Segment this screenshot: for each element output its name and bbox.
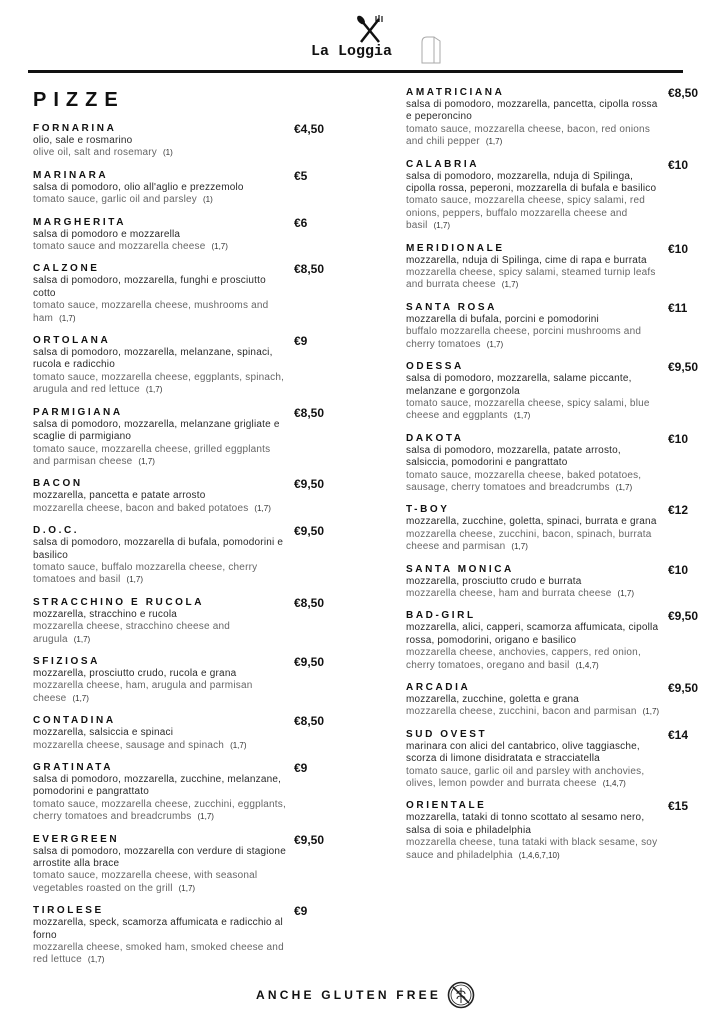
item-description-en: [406, 124, 660, 149]
menu-item: [33, 904, 338, 967]
item-description-en: [33, 372, 286, 397]
header: [0, 0, 724, 80]
item-description-en-text: tomato sauce, garlic oil and parsley: [33, 194, 197, 206]
item-name: ODESSA: [406, 361, 464, 373]
item-description-en: [406, 647, 660, 672]
item-text: [406, 432, 660, 495]
menu-column-left: [33, 86, 338, 976]
allergens: (1,7): [72, 693, 89, 703]
item-name: ORIENTALE: [406, 800, 487, 812]
item-name: CALZONE: [33, 263, 100, 275]
item-description-it: salsa di pomodoro, mozzarella, melanzane grigliate e scaglie di parmigiano: [33, 418, 280, 443]
item-price: €8,50: [294, 595, 325, 610]
menu-item: [33, 655, 338, 705]
item-name: CONTADINA: [33, 715, 116, 727]
item-description-en-text: mozzarella cheese, stracchino cheese and arugula: [33, 621, 230, 645]
allergens: (1,7): [513, 411, 531, 421]
item-name: FORNARINA: [33, 123, 117, 134]
menu-item: [406, 681, 712, 719]
item-description-en-text: tomato sauce, mozzarella cheese, grilled eggplants and parmisan cheese: [33, 443, 271, 467]
item-text: [33, 169, 286, 207]
item-price: €8,50: [294, 714, 325, 729]
item-description-en-text: tomato sauce and mozzarella cheese: [33, 241, 206, 253]
item-name: SANTA ROSA: [406, 301, 497, 313]
item-description-en: [406, 706, 660, 718]
item-text: [406, 503, 660, 553]
item-description-en-text: tomato sauce, mozzarella cheese, mushrooms and ham: [33, 300, 269, 324]
menu-item: [33, 524, 338, 587]
item-description-it: mozzarella, prosciutto crudo e burrata: [406, 575, 582, 587]
item-name: GRATINATA: [33, 762, 114, 773]
item-description-en: [406, 588, 660, 600]
item-price: €9,50: [668, 681, 699, 695]
item-text: [33, 761, 286, 824]
item-description-it: salsa di pomodoro, mozzarella, pancetta, cipolla rossa e peperoncino: [406, 99, 658, 123]
item-price: €6: [294, 215, 308, 230]
item-name: DAKOTA: [406, 432, 464, 444]
item-price: €11: [668, 300, 688, 315]
allergens: (1): [162, 148, 173, 158]
item-text: [406, 563, 660, 601]
item-name: AMATRICIANA: [406, 87, 505, 98]
item-name: EVERGREEN: [33, 833, 120, 845]
gluten-free-icon: [447, 981, 475, 1009]
item-description-it: salsa di pomodoro, mozzarella, melanzane, spinaci, rucola e radicchio: [33, 347, 273, 371]
item-price: €9,50: [294, 477, 325, 492]
item-name: D.O.C.: [33, 525, 80, 537]
item-description-en: [33, 194, 286, 206]
item-description-en-text: tomato sauce, mozzarella cheese, eggplants, spinach, arugula and red lettuce: [33, 371, 285, 396]
item-text: [406, 158, 660, 233]
item-price: €12: [668, 503, 689, 518]
item-description-en-text: mozzarella cheese, sausage and spinach: [33, 739, 225, 751]
allergens: (1,7): [230, 740, 247, 750]
item-price: €10: [668, 157, 689, 172]
item-price: €5: [294, 168, 308, 183]
item-description-en: [33, 870, 286, 895]
item-description-en: [406, 529, 660, 554]
item-description-en: [33, 147, 286, 159]
allergens: (1,7): [138, 456, 155, 466]
item-name: BAD-GIRL: [406, 610, 476, 622]
item-description-it: salsa di pomodoro, mozzarella, funghi e prosciutto cotto: [33, 275, 266, 299]
allergens: (1,7): [433, 221, 451, 231]
item-description-it: salsa di pomodoro, mozzarella con verdure di stagione arrostite alla brace: [33, 845, 286, 870]
item-text: [33, 334, 286, 397]
item-text: [406, 728, 660, 791]
footer: [256, 980, 724, 1010]
item-description-en: [33, 562, 286, 587]
menu-item: [406, 158, 712, 233]
item-description-it: mozzarella, salsiccia e spinaci: [33, 727, 174, 739]
item-text: [406, 86, 660, 149]
allergens: (1): [202, 195, 213, 205]
item-description-en: [33, 444, 286, 469]
menu-item: [406, 799, 712, 862]
item-description-it: mozzarella, pancetta e patate arrosto: [33, 490, 206, 502]
cutlery-logo-icon: [355, 14, 385, 44]
item-price: €9: [294, 904, 308, 919]
item-description-en-text: mozzarella cheese, bacon and baked potatoes: [33, 502, 249, 514]
item-text: [33, 524, 286, 587]
menu-item: [33, 596, 338, 646]
item-price: €10: [668, 431, 689, 446]
allergens: (1,7): [511, 542, 528, 552]
allergens: (1,7): [617, 588, 634, 598]
menu-item: [406, 242, 712, 292]
item-description-en-text: tomato sauce, mozzarella cheese, baked potatoes, sausage, cherry tomatoes and breadcrumbs: [406, 469, 642, 493]
item-description-en-text: mozzarella cheese, spicy salami, steamed turnip leafs and burrata cheese: [406, 267, 656, 291]
item-name: MARGHERITA: [33, 216, 127, 228]
item-description-en: [33, 300, 286, 325]
menu-item: [33, 833, 338, 896]
item-text: [406, 609, 660, 672]
item-text: [33, 655, 286, 705]
item-description-en-text: mozzarella cheese, zucchini, bacon and parmisan: [406, 706, 637, 718]
brand-name: La Loggia: [311, 43, 393, 60]
header-divider: [28, 70, 683, 73]
menu-item: [406, 432, 712, 495]
item-description-en: [33, 740, 286, 752]
allergens: (1,7): [486, 339, 504, 349]
item-description-en: [406, 766, 660, 791]
item-text: [33, 122, 286, 160]
item-price: €15: [668, 799, 689, 814]
item-description-en-text: mozzarella cheese, ham, arugula and parmisan cheese: [33, 680, 253, 704]
item-name: MARINARA: [33, 169, 109, 181]
item-name: T-BOY: [406, 504, 450, 516]
item-text: [33, 596, 286, 646]
item-description-en-text: olive oil, salt and rosemary: [33, 147, 157, 159]
item-text: [406, 799, 660, 862]
item-description-en: [406, 267, 660, 292]
item-description-en-text: tomato sauce, garlic oil and parsley with anchovies, olives, lemon powder and burrata cheese: [406, 765, 645, 790]
allergens: (1,7): [211, 242, 228, 252]
item-name: STRACCHINO E RUCOLA: [33, 596, 205, 608]
item-text: [406, 681, 660, 719]
item-name: ARCADIA: [406, 682, 471, 693]
item-description-it: mozzarella, speck, scamorza affumicata e radicchio al forno: [33, 917, 283, 941]
item-description-en: [33, 241, 286, 253]
item-description-it: salsa di pomodoro, olio all'aglio e prezzemolo: [33, 181, 244, 193]
allergens: (1,4,7): [575, 660, 599, 670]
item-description-it: salsa di pomodoro, mozzarella, zucchine, melanzane, pomodorini e pangrattato: [33, 774, 282, 798]
item-price: €9,50: [294, 832, 325, 847]
item-description-it: salsa di pomodoro, mozzarella, patate arrosto, salsiccia, pomodorini e pangrattato: [406, 444, 621, 469]
item-name: BACON: [33, 478, 83, 490]
item-price: €9,50: [668, 609, 699, 624]
item-name: CALABRIA: [406, 158, 480, 170]
item-description-it: salsa di pomodoro, mozzarella, salame piccante, melanzane e gorgonzola: [406, 373, 632, 397]
item-text: [33, 833, 286, 896]
menu-item: [33, 477, 338, 515]
menu-item: [406, 301, 712, 351]
allergens: (1,7): [126, 575, 143, 585]
item-price: €4,50: [294, 122, 325, 136]
allergens: (1,7): [197, 812, 214, 822]
item-description-it: mozzarella, prosciutto crudo, rucola e grana: [33, 667, 237, 679]
item-text: [33, 477, 286, 515]
item-description-it: mozzarella, tataki di tonno scottato al sesamo nero, salsa di soia e philadelphia: [406, 812, 645, 836]
item-name: ORTOLANA: [33, 335, 111, 347]
item-description-it: mozzarella, zucchine, goletta, spinaci, burrata e grana: [406, 516, 657, 528]
item-text: [406, 301, 660, 351]
item-price: €9: [294, 761, 308, 775]
door-logo-icon: [420, 36, 442, 64]
item-description-it: mozzarella, alici, capperi, scamorza affumicata, cipolla rossa, pomodorini, origano e basilico: [406, 622, 659, 646]
item-description-en-text: tomato sauce, mozzarella cheese, spicy salami, red onions, peppers, buffalo mozzarella cheese and basil: [406, 195, 645, 232]
item-description-en: [33, 680, 286, 705]
item-description-en-text: tomato sauce, mozzarella cheese, bacon, red onions and chili pepper: [406, 123, 651, 148]
item-description-en-text: mozzarella cheese, anchovies, cappers, red onion, cherry tomatoes, oregano and basil: [406, 647, 641, 671]
allergens: (1,7): [145, 385, 163, 395]
allergens: (1,7): [254, 503, 271, 513]
allergens: (1,7): [59, 313, 76, 323]
menu-item: [406, 86, 712, 149]
allergens: (1,7): [87, 955, 105, 965]
item-description-en-text: mozzarella cheese, tuna tataki with black sesame, soy sauce and philadelphia: [406, 837, 658, 861]
item-description-en: [33, 942, 286, 967]
item-description-it: olio, sale e rosmarino: [33, 135, 133, 146]
item-text: [33, 406, 286, 469]
allergens: (1,4,7): [602, 779, 626, 789]
allergens: (1,7): [642, 707, 660, 717]
item-name: SANTA MONICA: [406, 563, 514, 575]
item-text: [406, 242, 660, 292]
item-description-en: [406, 470, 660, 495]
item-description-en: [33, 799, 286, 824]
item-text: [33, 262, 286, 325]
item-description-en-text: mozzarella cheese, zucchini, bacon, spinach, burrata cheese and parmisan: [406, 528, 652, 553]
item-price: €8,50: [294, 405, 325, 420]
menu-item: [33, 262, 338, 325]
item-description-en: [406, 837, 660, 862]
allergens: (1,7): [501, 280, 519, 290]
item-text: [33, 714, 286, 752]
item-price: €14: [668, 727, 689, 742]
item-price: €9,50: [294, 524, 325, 539]
item-description-it: mozzarella, nduja di Spilinga, cime di rapa e burrata: [406, 254, 647, 266]
item-description-it: marinara con alici del cantabrico, olive taggiasche, scorza di limone disidratata e stracciatella: [406, 740, 640, 765]
menu-item: [406, 360, 712, 423]
item-price: €8,50: [668, 86, 699, 100]
item-text: [406, 360, 660, 423]
menu-item: [33, 334, 338, 397]
menu-item: [33, 122, 338, 160]
item-description-en-text: buffalo mozzarella cheese, porcini mushrooms and cherry tomatoes: [406, 326, 642, 350]
allergens: (1,7): [73, 634, 91, 644]
menu-item: [33, 714, 338, 752]
item-name: SUD OVEST: [406, 728, 488, 740]
item-description-en-text: tomato sauce, mozzarella cheese, with seasonal vegetables roasted on the grill: [33, 870, 258, 894]
item-description-en-text: mozzarella cheese, smoked ham, smoked cheese and red lettuce: [33, 942, 284, 966]
item-name: TIROLESE: [33, 905, 104, 917]
item-price: €9,50: [668, 360, 699, 375]
allergens: (1,4,6,7,10): [518, 850, 560, 860]
menu-item: [33, 216, 338, 254]
item-text: [33, 904, 286, 967]
item-name: MERIDIONALE: [406, 242, 505, 254]
gluten-free-note: ANCHE GLUTEN FREE: [256, 987, 442, 1002]
item-description-en: [406, 398, 660, 423]
item-price: €8,50: [294, 262, 325, 277]
menu-column-right: [406, 86, 712, 871]
item-description-en-text: tomato sauce, mozzarella cheese, spicy salami, blue cheese and eggplants: [406, 397, 650, 422]
item-name: PARMIGIANA: [33, 406, 123, 418]
item-description-en: [406, 326, 660, 351]
item-description-it: salsa di pomodoro, mozzarella, nduja di Spilinga, cipolla rossa, peperoni, mozzarella di bufala e basilico: [406, 170, 657, 195]
allergens: (1,7): [615, 482, 633, 492]
allergens: (1,7): [485, 137, 503, 147]
menu-item: [33, 406, 338, 469]
allergens: (1,7): [178, 883, 196, 893]
menu-item: [406, 503, 712, 553]
item-price: €9,50: [294, 654, 325, 669]
item-description-en-text: tomato sauce, buffalo mozzarella cheese, cherry tomatoes and basil: [33, 561, 258, 586]
menu-item: [33, 761, 338, 824]
menu-item: [406, 563, 712, 601]
item-text: [33, 216, 286, 254]
item-price: €10: [668, 241, 689, 256]
item-price: €9: [294, 334, 308, 349]
item-description-it: salsa di pomodoro e mozzarella: [33, 228, 181, 240]
menu-item: [406, 728, 712, 791]
menu-item: [33, 169, 338, 207]
item-description-en-text: mozzarella cheese, ham and burrata cheese: [406, 587, 612, 599]
item-name: SFIZIOSA: [33, 655, 100, 667]
menu-list: [0, 80, 724, 976]
item-description-it: mozzarella di bufala, porcini e pomodorini: [406, 313, 599, 325]
item-description-en: [33, 503, 286, 515]
item-description-en: [33, 621, 286, 646]
menu-item: [406, 609, 712, 672]
item-description-it: salsa di pomodoro, mozzarella di bufala, pomodorini e basilico: [33, 537, 284, 561]
item-description-en-text: tomato sauce, mozzarella cheese, zucchini, eggplants, cherry tomatoes and breadcrumbs: [33, 798, 286, 823]
item-description-en: [406, 195, 660, 232]
item-price: €10: [668, 562, 689, 577]
item-description-it: mozzarella, zucchine, goletta e grana: [406, 694, 580, 705]
item-description-it: mozzarella, stracchino e rucola: [33, 608, 178, 620]
section-title: PIZZE: [33, 89, 125, 111]
